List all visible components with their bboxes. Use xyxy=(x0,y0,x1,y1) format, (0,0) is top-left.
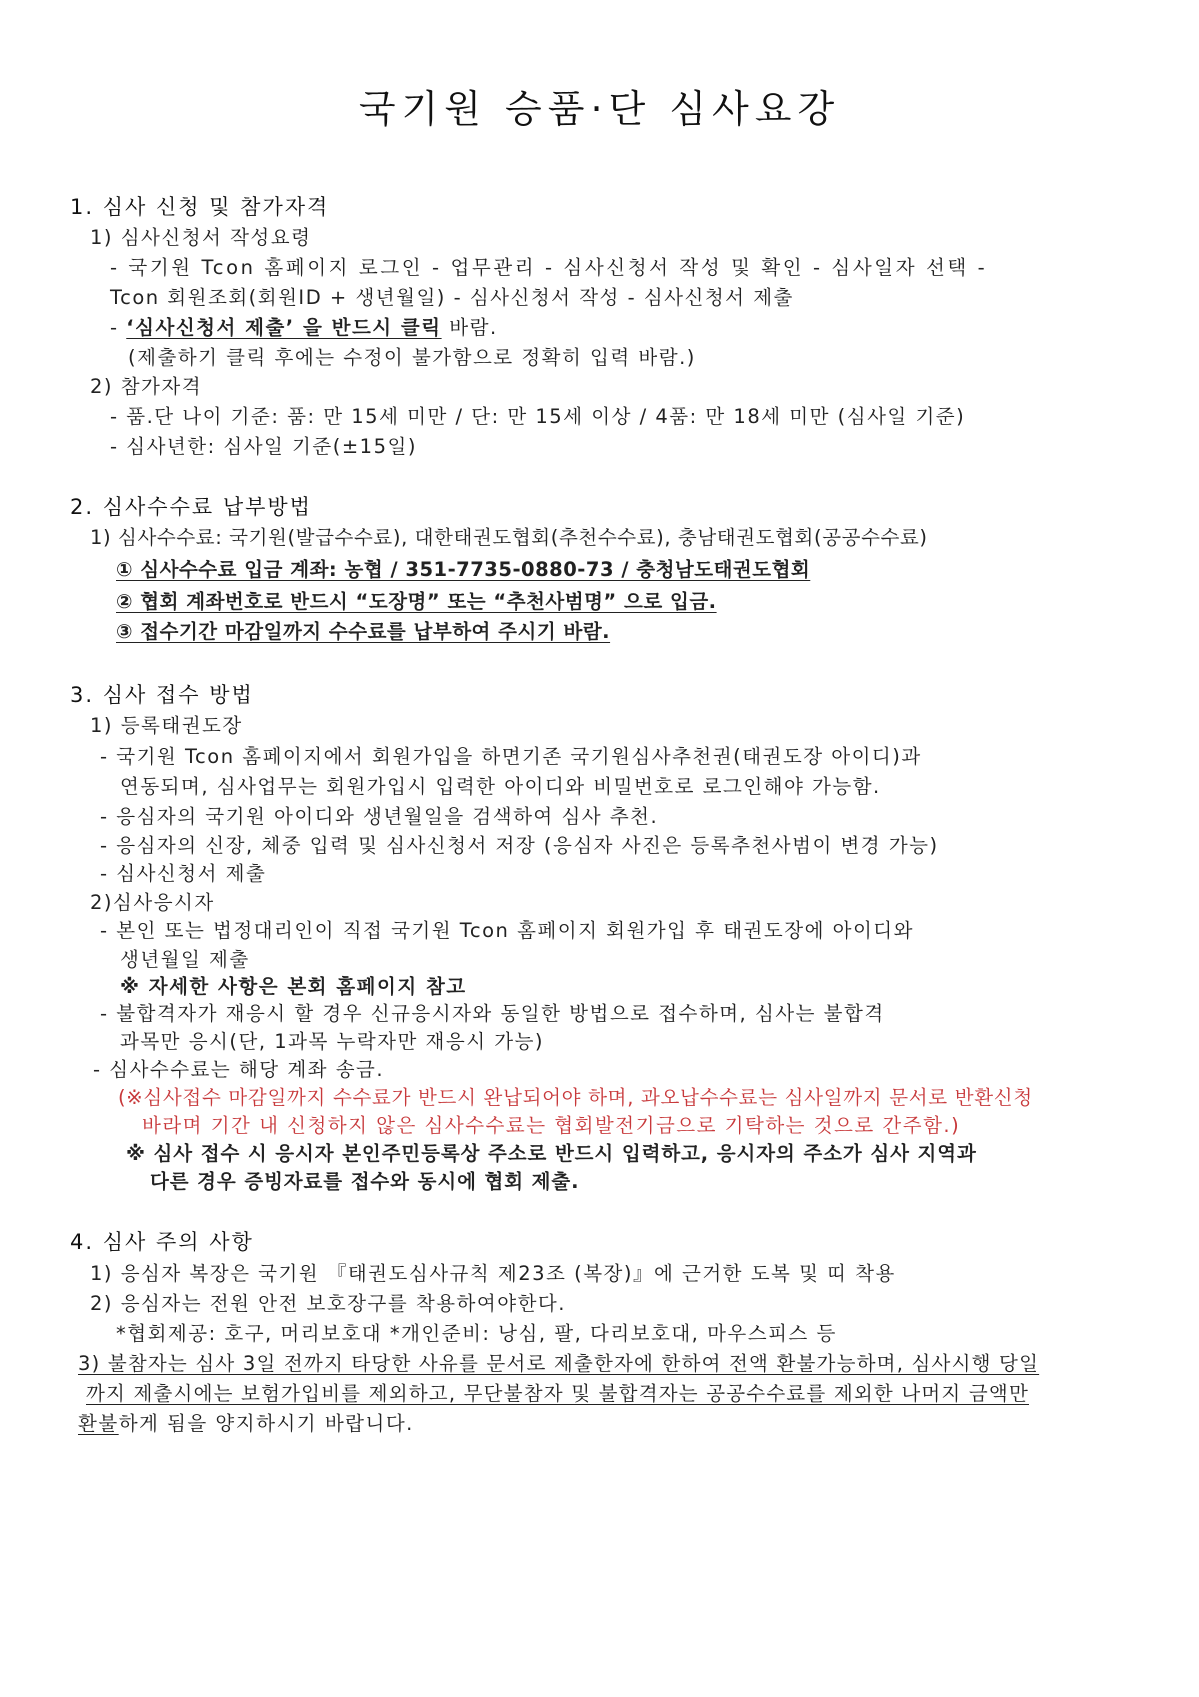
section-1-line-c xyxy=(110,316,498,340)
section-3-line-g: 생년월일 제출 xyxy=(120,948,250,971)
section-3-line-c: - 응심자의 국기원 아이디와 생년월일을 검색하여 심사 추천. xyxy=(100,805,659,828)
section-3-line-a: - 국기원 Tcon 홈페이지에서 회원가입을 하면기존 국기원심사추천권(태권도장 아이디)과 xyxy=(100,745,922,768)
section-2-subheading-1: 1) 심사수수료: 국기원(발급수수료), 대한태권도협회(추천수수료), 충남태권도협회(공공수수료) xyxy=(90,526,928,549)
section-1-line-b: Tcon 회원조회(회원ID + 생년월일) - 심사신청서 작성 - 심사신청서 제출 xyxy=(110,286,794,309)
submit-emphasis: ‘심사신청서 제출’ 을 반드시 클릭 xyxy=(126,316,442,339)
section-1-line-a: - 국기원 Tcon 홈페이지 로그인 - 업무관리 - 심사신청서 작성 및 확인 - 심사일자 선택 - xyxy=(110,256,988,279)
section-1-subheading-1: 1) 심사신청서 작성요령 xyxy=(90,226,312,249)
refund-notice-red-a: (※심사접수 마감일까지 수수료가 반드시 완납되어야 하며, 과오납수수료는 심사일까지 문서로 반환신청 xyxy=(118,1086,1033,1109)
section-1-heading: 1. 심사 신청 및 참가자격 xyxy=(70,195,330,219)
section-4-line-4: 3) 불참자는 심사 3일 전까지 타당한 사유를 문서로 제출한자에 한하여 전액 환불가능하며, 심사시행 당일 xyxy=(78,1352,1040,1375)
section-4-line-2: 2) 응심자는 전원 안전 보호장구를 착용하여야한다. xyxy=(90,1292,566,1315)
section-3-heading: 3. 심사 접수 방법 xyxy=(70,683,254,707)
section-3-line-f: - 본인 또는 법정대리인이 직접 국기원 Tcon 홈페이지 회원가입 후 태권도장에 아이디와 xyxy=(100,919,914,942)
section-3-subheading-2: 2)심사응시자 xyxy=(90,891,215,914)
homepage-reference-note: ※ 자세한 사항은 본회 홈페이지 참고 xyxy=(120,975,467,998)
section-2-heading: 2. 심사수수료 납부방법 xyxy=(70,495,312,519)
section-3-line-k: - 심사수수료는 해당 계좌 송금. xyxy=(93,1058,385,1081)
section-1-line-f: - 심사년한: 심사일 기준(±15일) xyxy=(110,435,417,458)
section-1-subheading-2: 2) 참가자격 xyxy=(90,375,203,398)
section-4-line-6-rest: 하게 됨을 양지하시기 바랍니다. xyxy=(118,1412,414,1435)
section-3-line-d: - 응심자의 신장, 체중 입력 및 심사신청서 저장 (응심자 사진은 등록추천사범이 변경 가능) xyxy=(100,834,939,857)
section-3-line-i: - 불합격자가 재응시 할 경우 신규응시자와 동일한 방법으로 접수하며, 심사는 불합격 xyxy=(100,1002,885,1025)
address-notice-b: 다른 경우 증빙자료를 접수와 동시에 협회 제출. xyxy=(150,1170,580,1193)
refund-underline: 환불 xyxy=(78,1412,119,1435)
section-4-line-5: 까지 제출시에는 보험가입비를 제외하고, 무단불참자 및 불합격자는 공공수수료를 제외한 나머지 금액만 xyxy=(86,1382,1029,1405)
section-4-line-6 xyxy=(78,1412,414,1436)
section-4-line-1: 1) 응심자 복장은 국기원 『태권도심사규칙 제23조 (복장)』에 근거한 도복 및 띠 착용 xyxy=(90,1262,896,1285)
section-3-line-b: 연동되며, 심사업무는 회원가입시 입력한 아이디와 비밀번호로 로그인해야 가능함. xyxy=(120,775,881,798)
page-title: 국기원 승품·단 심사요강 xyxy=(358,87,841,131)
refund-notice-red-b: 바라며 기간 내 신청하지 않은 심사수수료는 협회발전기금으로 기탁하는 것으로 간주함.) xyxy=(142,1114,961,1137)
section-1-line-c-prefix: - xyxy=(110,316,127,339)
payment-deadline-item: ③ 접수기간 마감일까지 수수료를 납부하여 주시기 바람. xyxy=(116,620,611,643)
section-3-line-j: 과목만 응시(단, 1과목 누락자만 재응시 가능) xyxy=(120,1030,545,1053)
section-1-line-d: (제출하기 클릭 후에는 수정이 불가함으로 정확히 입력 바람.) xyxy=(128,346,696,369)
section-3-subheading-1: 1) 등록태권도장 xyxy=(90,714,243,737)
deposit-name-item: ② 협회 계좌번호로 반드시 “도장명” 또는 “추천사범명” 으로 입금. xyxy=(116,590,717,613)
section-4-line-3: *협회제공: 호구, 머리보호대 *개인준비: 낭심, 팔, 다리보호대, 마우스피스 등 xyxy=(116,1322,837,1345)
bank-account-item: ① 심사수수료 입금 계좌: 농협 / 351-7735-0880-73 / 충청남도태권도협회 xyxy=(116,558,811,581)
section-1-line-e: - 품.단 나이 기준: 품: 만 15세 미만 / 단: 만 15세 이상 / 4품: 만 18세 미만 (심사일 기준) xyxy=(110,405,966,428)
address-notice-a: ※ 심사 접수 시 응시자 본인주민등록상 주소로 반드시 입력하고, 응시자의 주소가 심사 지역과 xyxy=(126,1142,977,1165)
section-4-heading: 4. 심사 주의 사항 xyxy=(70,1230,254,1254)
section-1-line-c-suffix: 바람. xyxy=(441,316,498,339)
section-3-line-e: - 심사신청서 제출 xyxy=(100,862,267,885)
